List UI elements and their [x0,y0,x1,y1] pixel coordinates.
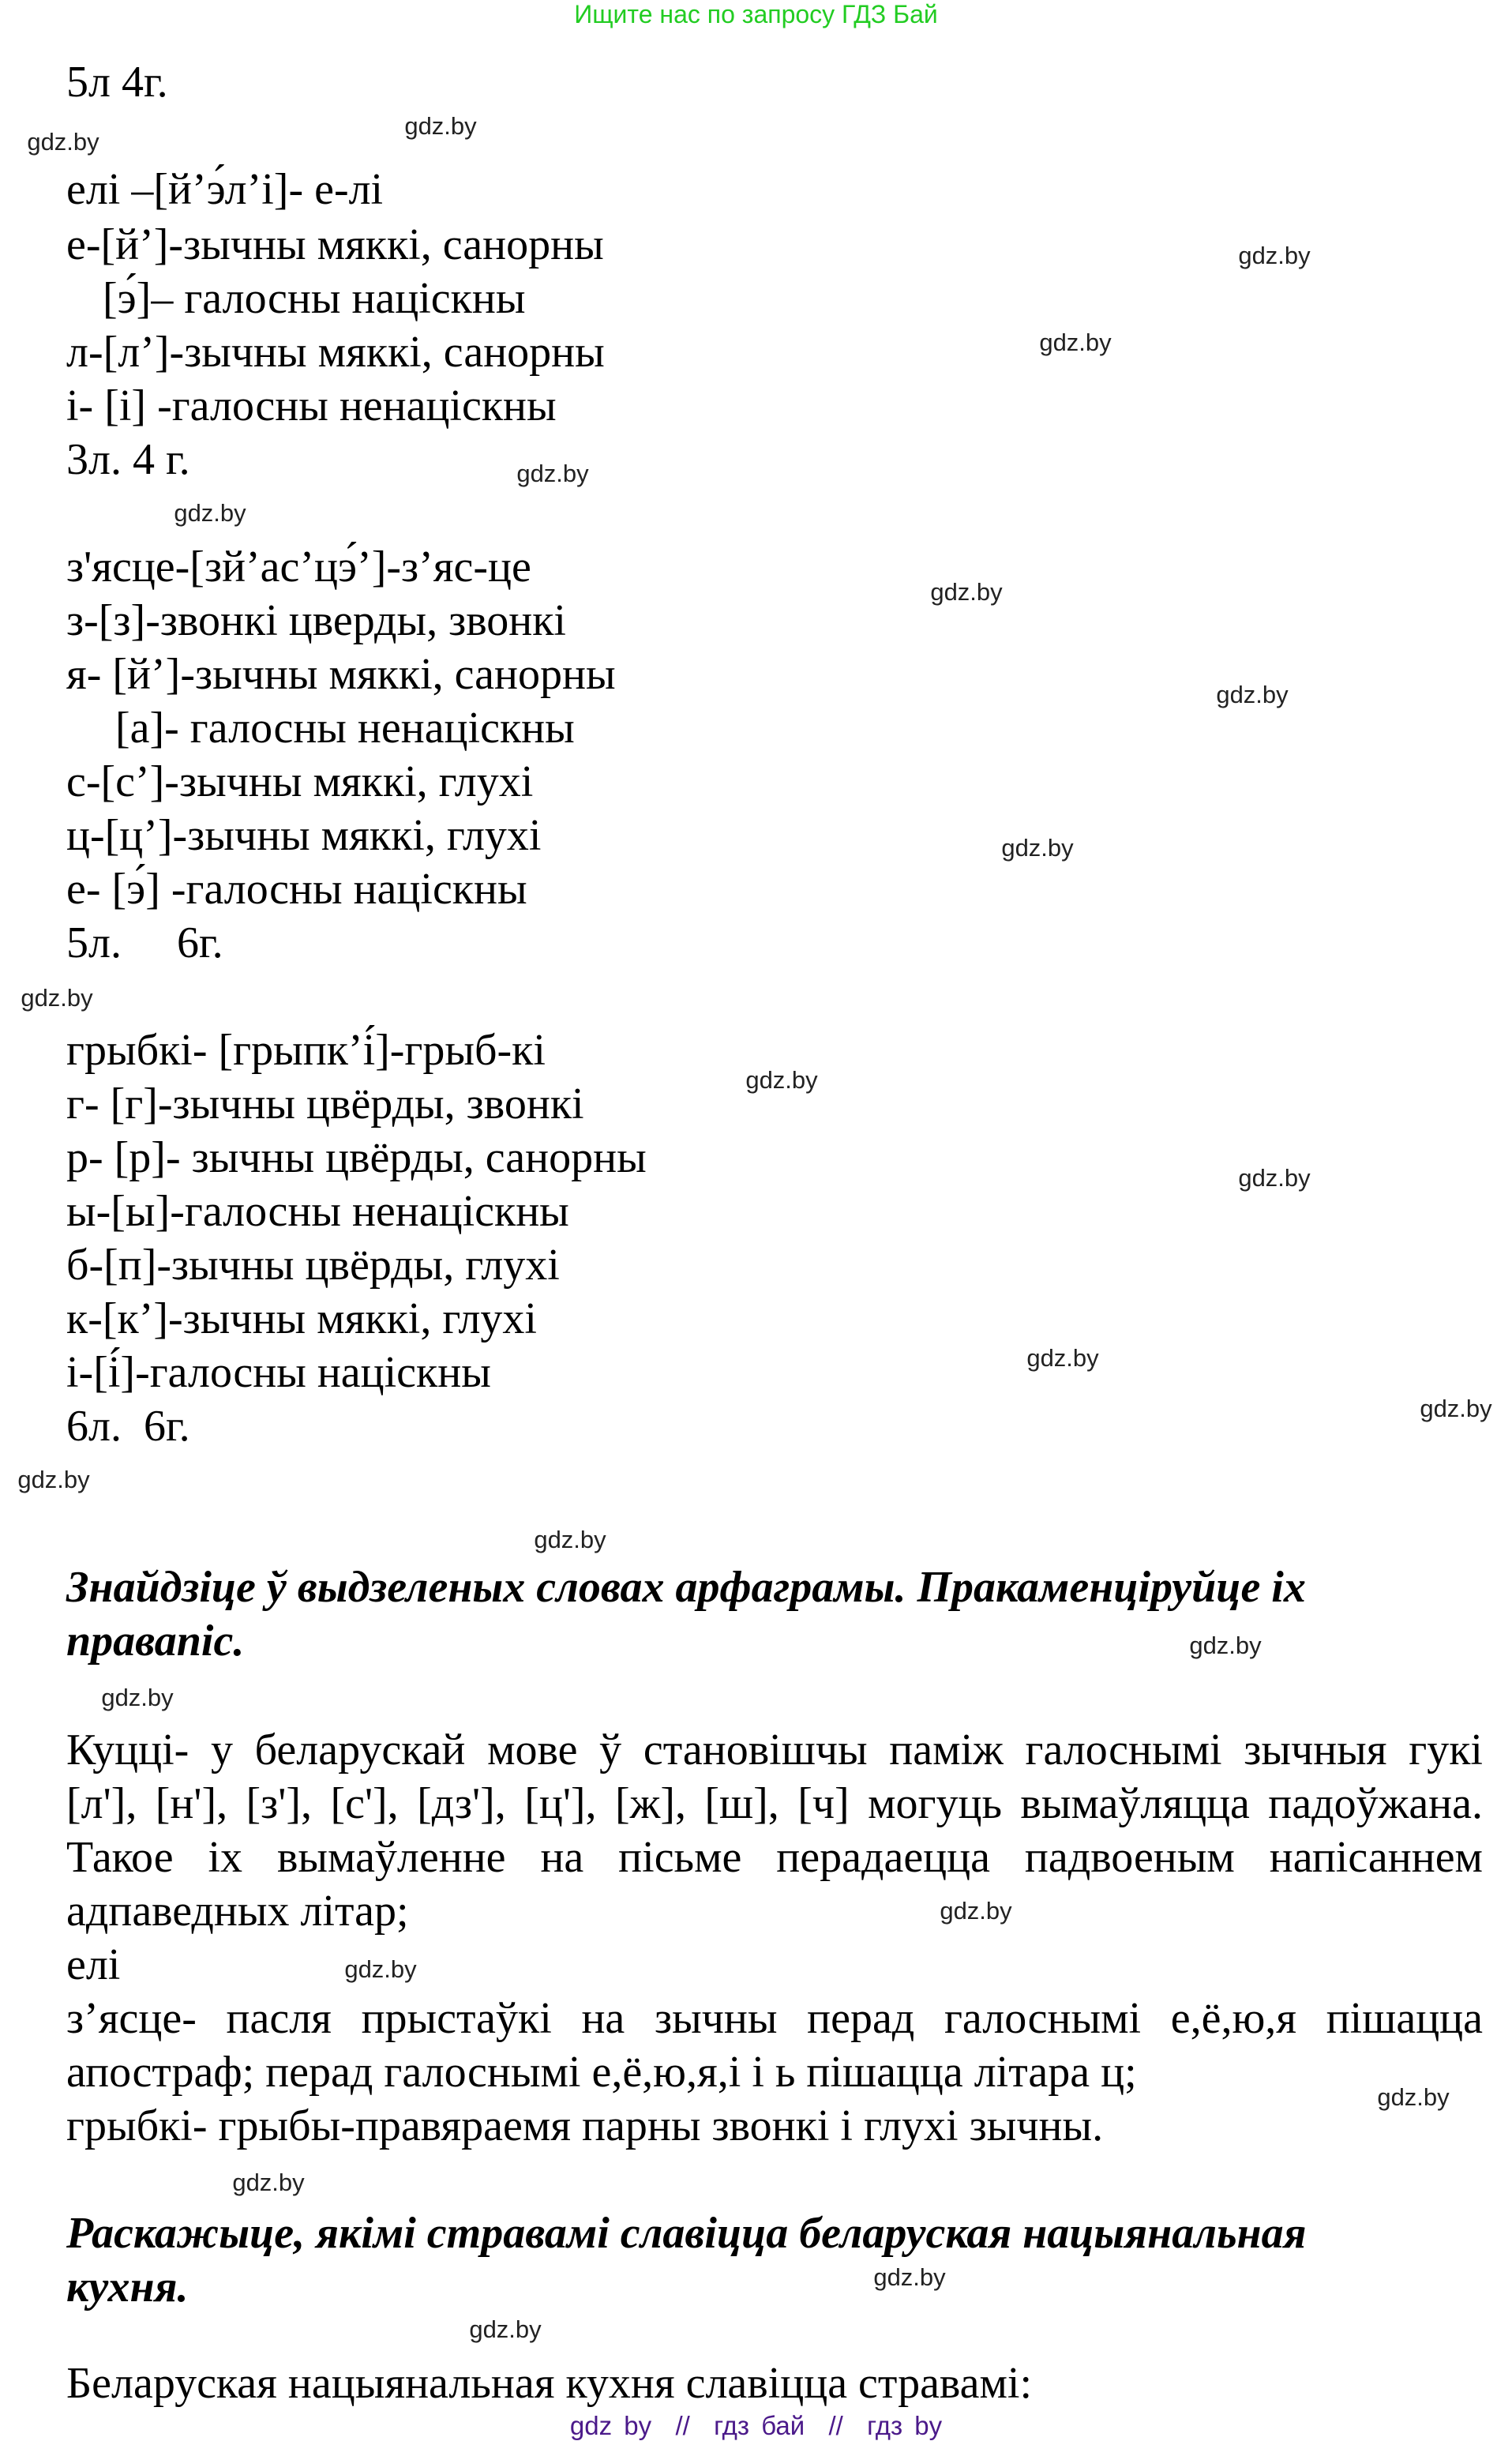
analysis-line: е- [э́] -галосны націскны [66,865,527,914]
count-line: 5л 4г. [66,58,168,107]
footer-links[interactable]: gdz by // гдз бай // гдз by [569,2411,943,2440]
answer-line: Беларуская нацыянальная кухня славіцца стравамі: [66,2359,1033,2408]
watermark: gdz.by [21,984,93,1012]
answer-line: апостраф; перад галоснымі е,ё,ю,я,і і ь пішацца літара ц; [66,2048,1137,2097]
watermark: gdz.by [1001,834,1074,862]
answer-line: [л'], [н'], [з'], [с'], [дз'], [ц'], [ж], [ш], [ч] могуць вымаўляцца падоўжана. [66,1779,1483,1828]
watermark: gdz.by [1039,329,1112,356]
watermark: gdz.by [745,1066,818,1094]
answer-line: з’ясце- пасля прыстаўкі на зычны перад галоснымі е,ё,ю,я пішацца [66,1994,1483,2043]
answer-line: елі [66,1940,121,1989]
task-heading: Раскажыце, якімі стравамі славіцца беларуская нацыянальная [66,2209,1307,2258]
watermark: gdz.by [469,2315,542,2343]
analysis-line: грыбкі- [грыпк’і́]-грыб-кі [66,1026,546,1075]
watermark: gdz.by [1026,1344,1099,1372]
count-line: 6л. 6г. [66,1402,190,1451]
analysis-line: я- [й’]-зычны мяккі, санорны [66,650,616,699]
analysis-line: з-[з]-звонкі цверды, звонкі [66,596,566,645]
analysis-line: е-[й’]-зычны мяккі, санорны [66,220,604,269]
promo-banner[interactable]: Ищите нас по запросу ГДЗ Бай [574,0,938,28]
analysis-line: с-[с’]-зычны мяккі, глухі [66,757,534,806]
watermark: gdz.by [174,499,246,527]
watermark: gdz.by [17,1466,90,1493]
analysis-line: [а]- галосны ненаціскны [115,704,575,753]
analysis-line: ц-[ц’]-зычны мяккі, глухі [66,811,542,860]
watermark: gdz.by [101,1684,174,1711]
watermark: gdz.by [1189,1632,1262,1659]
analysis-line: і- [і] -галосны ненаціскны [66,381,557,430]
watermark: gdz.by [930,578,1003,606]
task-heading: Знайдзіце ў выдзеленых словах арфаграмы. Пракаменціруйце іх [66,1563,1306,1612]
analysis-line: і-[і́]-галосны націскны [66,1348,491,1397]
watermark: gdz.by [1216,681,1289,708]
answer-line: Куцці- у беларускай мове ў становішчы паміж галоснымі зычныя гукі [66,1726,1483,1774]
analysis-line: елі –[й’э́л’і]- е-лі [66,165,384,214]
analysis-line: к-[к’]-зычны мяккі, глухі [66,1294,537,1343]
analysis-line: з'ясце-[зй’ас’цэ́’]-з’яс-це [66,543,531,591]
analysis-line: ы-[ы]-галосны ненаціскны [66,1187,569,1236]
watermark: gdz.by [1238,1164,1311,1192]
watermark: gdz.by [1377,2083,1450,2111]
answer-line: Такое іх вымаўленне на пісьме перадаецца падвоеным напісаннем [66,1833,1483,1882]
analysis-line: л-[л’]-зычны мяккі, санорны [66,328,605,377]
watermark: gdz.by [344,1955,417,1983]
watermark: gdz.by [27,128,99,156]
watermark: gdz.by [1420,1395,1492,1422]
task-heading: правапіс. [66,1617,245,1666]
analysis-line: б-[п]-зычны цвёрды, глухі [66,1241,560,1290]
answer-line: адпаведных літар; [66,1887,409,1936]
watermark: gdz.by [940,1897,1012,1925]
analysis-line: [э́]– галосны націскны [103,274,526,323]
count-line: 3л. 4 г. [66,435,190,484]
watermark: gdz.by [232,2169,305,2196]
watermark: gdz.by [1238,242,1311,269]
analysis-line: р- [р]- зычны цвёрды, санорны [66,1133,647,1182]
watermark: gdz.by [404,112,477,140]
watermark: gdz.by [873,2263,946,2291]
watermark: gdz.by [516,460,589,487]
answer-line: грыбкі- грыбы-правяраемя парны звонкі і глухі зычны. [66,2101,1104,2150]
watermark: gdz.by [534,1526,606,1553]
task-heading: кухня. [66,2263,189,2311]
analysis-line: г- [г]-зычны цвёрды, звонкі [66,1080,584,1128]
count-line: 5л. 6г. [66,918,223,967]
